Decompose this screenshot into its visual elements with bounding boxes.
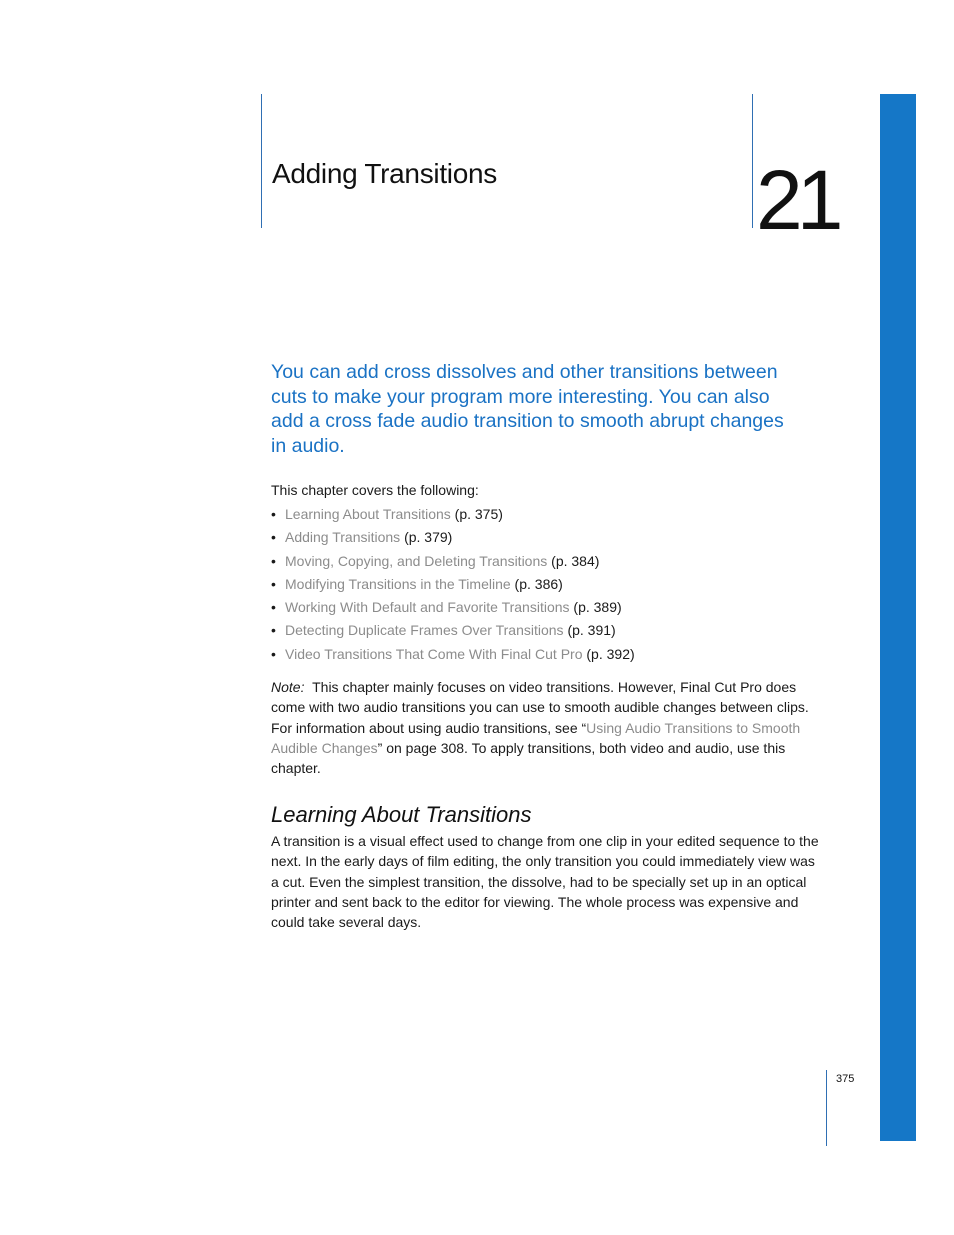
- section-paragraph: A transition is a visual effect used to change from one clip in your edited sequence to the next. In the early days of film editing, the only transition you could immediately view was a cut. Even the simplest transition, the dissolve, had to be specially set up in an optical printer and sent back to the editor for viewing. The whole process was expensive and could take several days.: [271, 833, 819, 931]
- chapter-number: 21: [756, 153, 838, 247]
- toc-page: (p. 386): [510, 575, 563, 592]
- bullet: •: [271, 529, 276, 546]
- bullet: •: [271, 552, 276, 569]
- toc-page: (p. 384): [547, 552, 600, 569]
- page-number-rule: [826, 1070, 827, 1146]
- toc-page: (p. 389): [569, 599, 622, 616]
- note-paragraph: [271, 677, 831, 778]
- chapter-side-tab: [880, 94, 916, 1141]
- chapter-toc: [271, 504, 635, 667]
- toc-page: (p. 379): [400, 529, 453, 546]
- toc-page: (p. 391): [563, 622, 616, 639]
- bullet: •: [271, 575, 276, 592]
- toc-page: (p. 375): [450, 506, 503, 522]
- toc-page: (p. 392): [582, 645, 635, 662]
- bullet: •: [271, 622, 276, 639]
- toc-item: [271, 551, 635, 574]
- toc-link[interactable]: Detecting Duplicate Frames Over Transitions: [285, 622, 564, 639]
- page-number: 375: [836, 1073, 855, 1085]
- covers-label: This chapter covers the following:: [271, 482, 479, 498]
- toc-link[interactable]: Video Transitions That Come With Final Cut Pro: [285, 645, 583, 662]
- bullet: •: [271, 599, 276, 616]
- toc-item: [271, 504, 635, 527]
- section-heading: Learning About Transitions: [271, 802, 532, 827]
- bullet: •: [271, 506, 276, 522]
- toc-item: [271, 527, 635, 550]
- note-text-before: This chapter mainly focuses on video transitions. However, Final Cut Pro does come with two audio transitions you can use to smooth audible changes between clips. For information about using audio transitions, see “: [271, 679, 809, 736]
- toc-link[interactable]: Moving, Copying, and Deleting Transitions: [285, 552, 548, 569]
- toc-link[interactable]: Working With Default and Favorite Transitions: [285, 599, 570, 616]
- toc-item: [271, 644, 635, 667]
- toc-item: [271, 574, 635, 597]
- chapter-intro: You can add cross dissolves and other transitions between cuts to make your program more interesting. You can also add a cross fade audio transition to smooth abrupt changes in audio.: [271, 361, 784, 458]
- toc-link[interactable]: Learning About Transitions: [285, 506, 451, 522]
- bullet: •: [271, 645, 276, 662]
- toc-link[interactable]: Adding Transitions: [285, 529, 401, 546]
- note-label: Note:: [271, 679, 305, 695]
- title-rule-left: [261, 94, 262, 228]
- title-rule-right: [752, 94, 753, 228]
- toc-item: [271, 620, 635, 643]
- toc-link[interactable]: Modifying Transitions in the Timeline: [285, 575, 511, 592]
- toc-item: [271, 597, 635, 620]
- note-text-after: ” on page 308. To apply transitions, both video and audio, use this chapter.: [271, 739, 786, 777]
- chapter-title: Adding Transitions: [272, 158, 497, 189]
- note-link[interactable]: Using Audio Transitions to Smooth Audible Changes: [271, 719, 801, 756]
